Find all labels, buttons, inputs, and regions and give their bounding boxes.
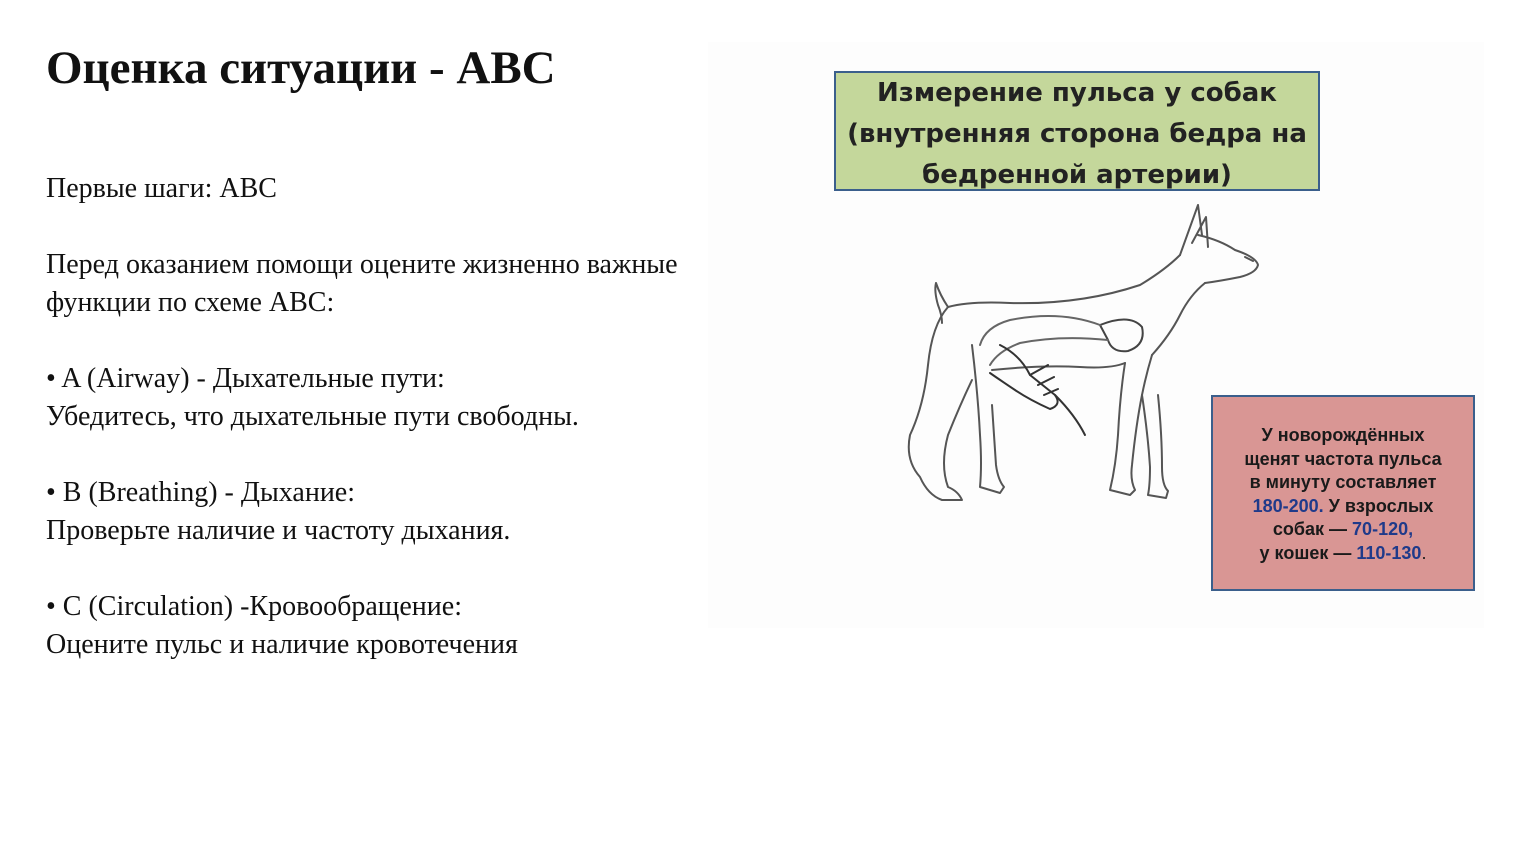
figure-heading-box [834, 71, 1320, 191]
airway-text: Убедитесь, что дыхательные пути свободны. [46, 401, 579, 432]
instruction-line-2: функции по схеме ABC: [46, 287, 335, 318]
instruction-line-1: Перед оказанием помощи оцените жизненно важные [46, 249, 678, 280]
info-text: У взрослых [1323, 495, 1434, 516]
info-line: щенят частота пульса [1244, 448, 1442, 469]
figure-heading-line: (внутренняя сторона бедра на [847, 119, 1307, 149]
info-text: . [1421, 542, 1427, 563]
circulation-heading: • C (Circulation) -Кровообращение: [46, 591, 462, 622]
airway-heading: • A (Airway) - Дыхательные пути: [46, 363, 445, 394]
dog-pulse-rate: 70-120, [1352, 519, 1414, 539]
info-line [1213, 495, 1473, 519]
figure-heading-line: бедренной артерии) [922, 160, 1232, 190]
breathing-text: Проверьте наличие и частоту дыхания. [46, 515, 511, 546]
breathing-heading: • B (Breathing) - Дыхание: [46, 477, 356, 508]
cat-pulse-rate: 110-130 [1356, 542, 1422, 563]
slide-title: Оценка ситуации - ABC [46, 42, 556, 94]
info-line: У новорождённых [1261, 425, 1425, 445]
figure-heading-line: Измерение пульса у собак [877, 78, 1277, 108]
slide-body [46, 170, 786, 664]
pulse-rate-info-box [1211, 395, 1475, 591]
info-line [1213, 542, 1473, 566]
info-text: у кошек — [1259, 542, 1357, 563]
puppy-pulse-rate: 180-200. [1252, 495, 1324, 516]
info-text: собак — [1272, 519, 1353, 539]
circulation-text: Оцените пульс и наличие кровотечения [46, 629, 518, 660]
info-line: в минуту составляет [1249, 472, 1437, 492]
info-line [1213, 518, 1473, 542]
intro-line: Первые шаги: ABC [46, 173, 277, 204]
